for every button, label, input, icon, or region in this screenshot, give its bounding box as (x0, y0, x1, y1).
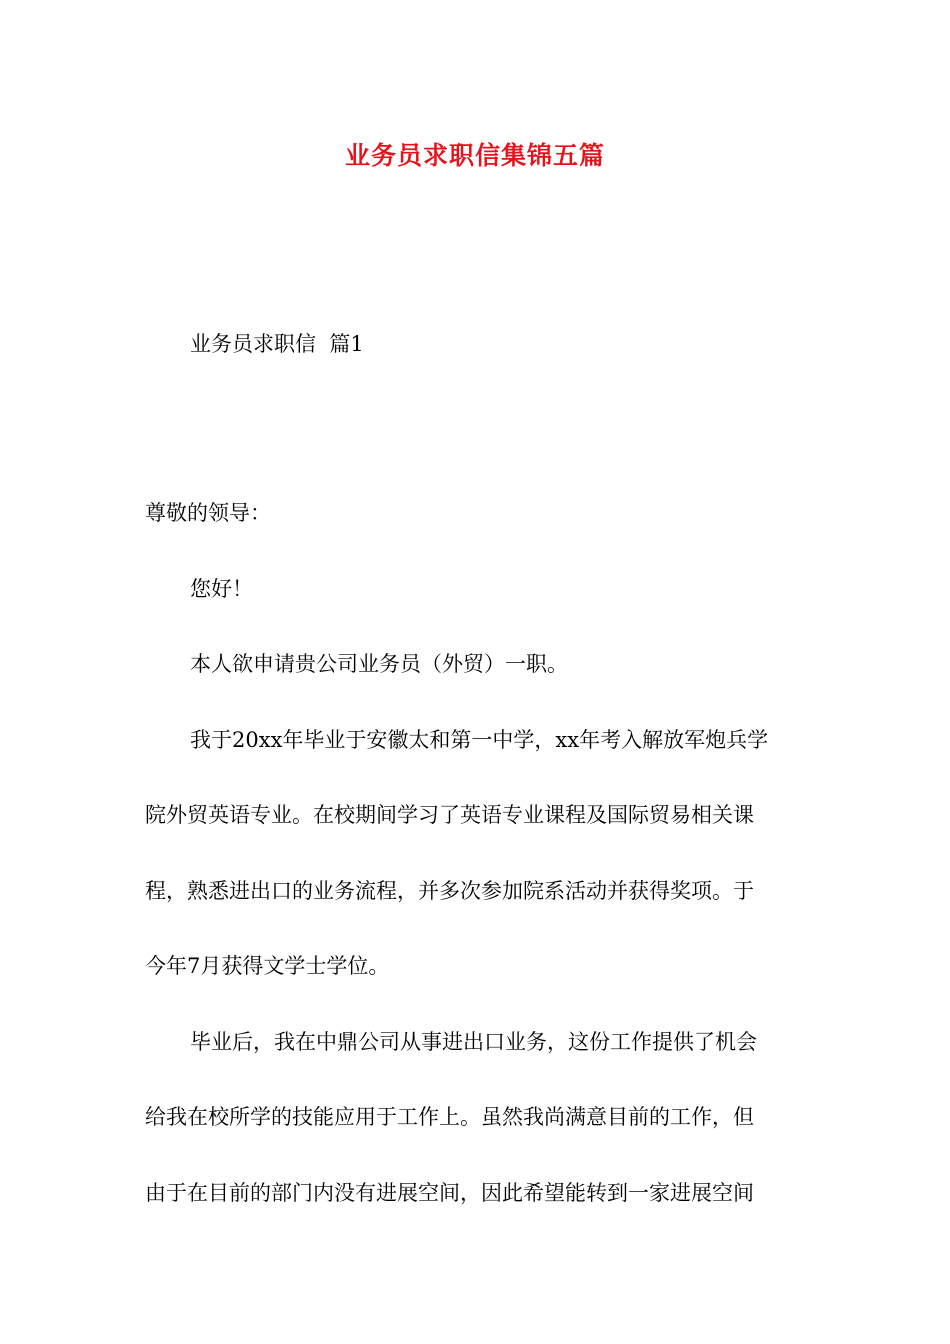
paragraph-line: 由于在目前的部门内没有进展空间，因此希望能转到一家进展空间 (145, 1180, 754, 1205)
paragraph-line: 给我在校所学的技能应用于工作上。虽然我尚满意目前的工作，但 (145, 1105, 754, 1129)
paragraph-line: 我于20xx年毕业于安徽太和第一中学，xx年考入解放军炮兵学 (190, 727, 769, 752)
paragraph-1 (145, 627, 807, 703)
document-title: 业务员求职信集锦五篇 (344, 141, 605, 170)
paragraph-3 (145, 1005, 807, 1232)
letter-body (145, 476, 807, 1231)
section-heading: 业务员求职信 篇1 (190, 332, 364, 356)
paragraph-line: 今年7月获得文学士学位。 (145, 954, 390, 978)
paragraph-line: 程，熟悉进出口的业务流程，并多次参加院系活动并获得奖项。于 (145, 878, 754, 903)
paragraph-2 (145, 703, 807, 1005)
paragraph-line: 本人欲申请贵公司业务员（外贸）一职。 (190, 652, 568, 676)
salutation: 尊敬的领导： (145, 501, 271, 525)
paragraph-line: 院外贸英语专业。在校期间学习了英语专业课程及国际贸易相关课 (145, 803, 754, 827)
paragraph-line: 毕业后，我在中鼎公司从事进出口业务，这份工作提供了机会 (190, 1029, 757, 1054)
greeting: 您好！ (190, 576, 253, 601)
